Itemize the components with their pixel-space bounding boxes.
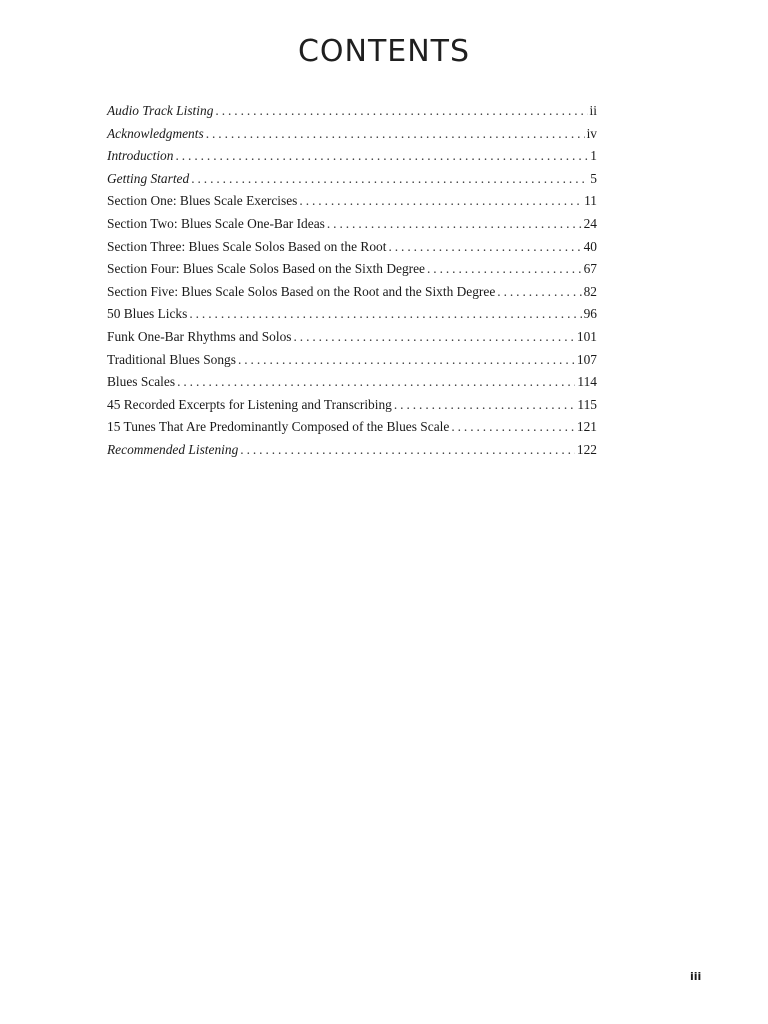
toc-entry-title: 50 Blues Licks — [107, 306, 188, 322]
toc-entry-page: 67 — [583, 261, 597, 277]
toc-dot-leader — [327, 213, 582, 236]
toc-dot-leader — [191, 168, 588, 191]
toc-entry — [107, 371, 597, 394]
toc-dot-leader — [388, 236, 581, 259]
toc-entry-title: Funk One-Bar Rhythms and Solos — [107, 328, 292, 344]
toc-entry — [107, 100, 597, 123]
toc-dot-leader — [427, 258, 582, 281]
toc-entry-page: 121 — [576, 419, 597, 435]
toc-entry-page: 40 — [583, 238, 597, 254]
toc-entry-title: Traditional Blues Songs — [107, 351, 236, 367]
toc-entry-page: 114 — [577, 374, 597, 390]
toc-dot-leader — [175, 145, 588, 168]
toc-entry — [107, 416, 597, 439]
toc-entry — [107, 145, 597, 168]
toc-entry-page: 96 — [583, 306, 597, 322]
toc-entry-page: 11 — [584, 193, 597, 209]
toc-entry-page: 101 — [576, 328, 597, 344]
toc-entry-title: Section Five: Blues Scale Solos Based on the Root and the Sixth Degree — [107, 283, 496, 299]
toc-entry — [107, 439, 597, 462]
toc-dot-leader — [215, 100, 587, 123]
toc-entry-title: Getting Started — [107, 170, 190, 186]
toc-entry-title: Section Four: Blues Scale Solos Based on the Sixth Degree — [107, 261, 425, 277]
toc-entry-title: Introduction — [107, 148, 174, 164]
toc-entry-title: Recommended Listening — [107, 441, 239, 457]
toc-entry-title: 45 Recorded Excerpts for Listening and Transcribing — [107, 396, 392, 412]
toc-entry-title: Section Three: Blues Scale Solos Based on the Root — [107, 238, 387, 254]
toc-entry — [107, 236, 597, 259]
toc-entry — [107, 303, 597, 326]
page-title: CONTENTS — [297, 34, 471, 69]
toc-entry — [107, 281, 597, 304]
toc-dot-leader — [394, 394, 576, 417]
toc-entry-page: 5 — [590, 170, 597, 186]
toc-entry — [107, 258, 597, 281]
toc-entry-page: 115 — [577, 396, 597, 412]
toc-dot-leader — [206, 123, 585, 146]
toc-entry-page: 24 — [583, 215, 597, 231]
toc-dot-leader — [238, 349, 575, 372]
toc-dot-leader — [497, 281, 581, 304]
toc-dot-leader — [451, 416, 575, 439]
toc-dot-leader — [299, 190, 582, 213]
toc-entry-title: Section One: Blues Scale Exercises — [107, 193, 298, 209]
toc-dot-leader — [240, 439, 575, 462]
toc-entry-title: Blues Scales — [107, 374, 176, 390]
toc-entry — [107, 168, 597, 191]
toc-entry-page: iv — [586, 125, 597, 141]
toc-entry-title: Audio Track Listing — [107, 103, 214, 118]
toc-entry-page: 122 — [576, 441, 597, 457]
toc-entry-page: 107 — [576, 351, 597, 367]
toc-entry-page: 82 — [583, 283, 597, 299]
page-number: iii — [690, 970, 702, 983]
toc-dot-leader — [294, 326, 575, 349]
toc-entry — [107, 190, 597, 213]
toc-entry-page: ii — [589, 103, 597, 118]
toc-dot-leader — [189, 303, 581, 326]
table-of-contents — [107, 100, 597, 462]
toc-dot-leader — [177, 371, 575, 394]
toc-entry — [107, 123, 597, 146]
toc-entry-title: 15 Tunes That Are Predominantly Composed of the Blues Scale — [107, 419, 450, 435]
toc-entry — [107, 394, 597, 417]
toc-entry-title: Acknowledgments — [107, 125, 204, 141]
toc-entry-title: Section Two: Blues Scale One-Bar Ideas — [107, 215, 325, 231]
toc-entry — [107, 349, 597, 372]
toc-entry-page: 1 — [590, 148, 597, 164]
toc-entry — [107, 326, 597, 349]
toc-entry — [107, 213, 597, 236]
